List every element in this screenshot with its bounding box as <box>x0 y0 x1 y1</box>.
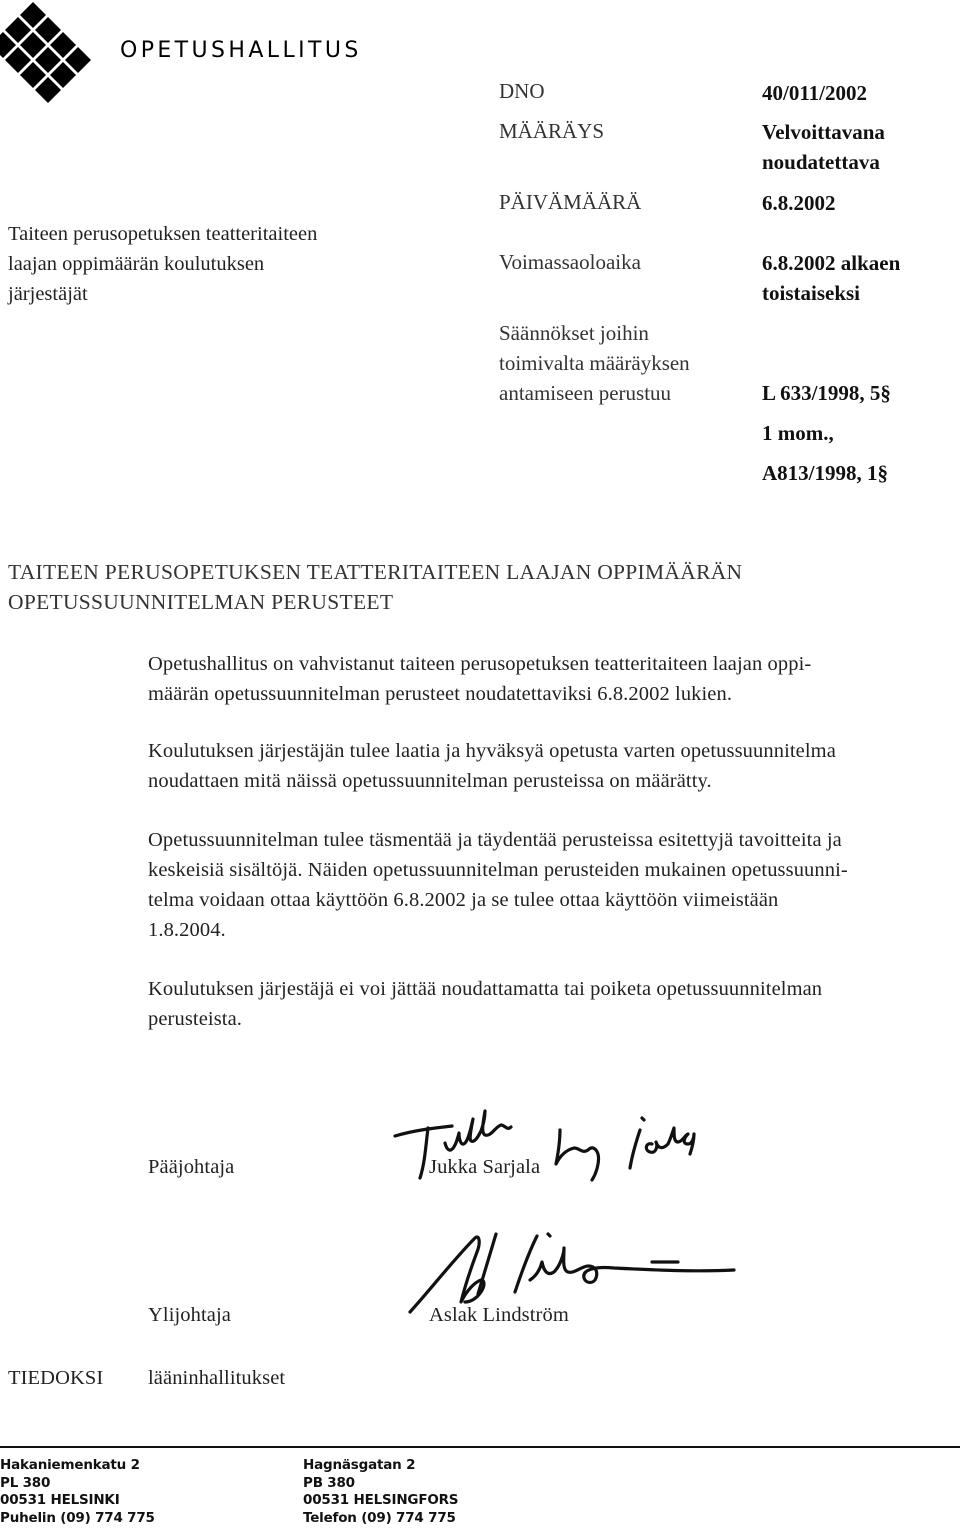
recipient-block <box>8 219 317 309</box>
signature-title-1: Pääjohtaja <box>148 1156 235 1178</box>
voimassa-label: Voimassaoloaika <box>499 250 641 274</box>
footer-divider <box>0 1446 960 1448</box>
signature-name-1: Jukka Sarjala <box>429 1156 541 1178</box>
body-line: 1.8.2004. <box>148 919 226 941</box>
footer-line: Hagnäsgatan 2 <box>303 1457 416 1473</box>
dno-label: DNO <box>499 79 545 103</box>
footer-address-sv <box>303 1457 458 1527</box>
logo-wordmark: OPETUSHALLITUS <box>120 38 362 63</box>
paivamaara-value: 6.8.2002 <box>762 191 836 215</box>
body-paragraph-2 <box>148 736 836 796</box>
body-line: perusteista. <box>148 1008 242 1030</box>
body-line: Koulutuksen järjestäjän tulee laatia ja hyväksyä opetusta varten opetussuunnitelma <box>148 740 836 762</box>
saannokset-value-1: L 633/1998, 5§ <box>762 381 891 405</box>
body-line: noudattaen mitä näissä opetussuunnitelman perusteissa on määrätty. <box>148 770 712 792</box>
signature-title-2: Ylijohtaja <box>148 1304 231 1326</box>
footer-line: Telefon (09) 774 775 <box>303 1509 456 1526</box>
footer-line: 00531 HELSINGFORS <box>303 1492 459 1508</box>
footer-line: PL 380 <box>0 1474 51 1491</box>
maarays-value <box>762 117 885 177</box>
paivamaara-label: PÄIVÄMÄÄRÄ <box>499 190 642 214</box>
body-line: keskeisiä sisältöjä. Näiden opetussuunnitelman perusteiden mukainen opetussuunni- <box>148 859 848 881</box>
body-paragraph-3 <box>148 825 848 945</box>
body-line: määrän opetussuunnitelman perusteet noudatettaviksi 6.8.2002 lukien. <box>148 683 733 705</box>
document-title <box>8 557 742 617</box>
recipient-line: järjestäjät <box>8 283 88 305</box>
tiedoksi-label: TIEDOKSI <box>8 1367 104 1389</box>
voimassa-value-line: toistaiseksi <box>762 281 861 305</box>
logo <box>0 0 115 115</box>
document-title-line: OPETUSSUUNNITELMAN PERUSTEET <box>8 590 394 614</box>
body-line: Koulutuksen järjestäjä ei voi jättää noudattamatta tai poiketa opetussuunnitelman <box>148 978 823 1000</box>
body-paragraph-4 <box>148 974 822 1034</box>
saannokset-value-2: 1 mom., <box>762 421 834 445</box>
voimassa-value-line: 6.8.2002 alkaen <box>762 251 901 275</box>
tiedoksi-value: lääninhallitukset <box>148 1367 286 1389</box>
body-paragraph-1 <box>148 649 811 709</box>
document-title-line: TAITEEN PERUSOPETUKSEN TEATTERITAITEEN LAAJAN OPPIMÄÄRÄN <box>8 560 743 584</box>
logo-diamond-icon <box>0 0 115 115</box>
voimassa-value <box>762 248 900 308</box>
maarays-label: MÄÄRÄYS <box>499 119 605 143</box>
body-line: telma voidaan ottaa käyttöön 6.8.2002 ja se tulee ottaa käyttöön viimeistään <box>148 889 779 911</box>
footer-line: PB 380 <box>303 1474 355 1491</box>
saannokset-label-line: antamiseen perustuu <box>499 381 672 405</box>
body-line: Opetussuunnitelman tulee täsmentää ja täydentää perusteissa esitettyjä tavoitteita ja <box>148 829 842 851</box>
footer-address-fi <box>0 1457 155 1527</box>
dno-value: 40/011/2002 <box>762 81 868 105</box>
maarays-value-line: noudatettava <box>762 150 880 174</box>
recipient-line: laajan oppimäärän koulutuksen <box>8 253 265 275</box>
saannokset-value-3: A813/1998, 1§ <box>762 461 888 485</box>
saannokset-label-line: toimivalta määräyksen <box>499 351 690 375</box>
footer-line: Puhelin (09) 774 775 <box>0 1509 155 1526</box>
saannokset-label-line: Säännökset joihin <box>499 321 649 345</box>
recipient-line: Taiteen perusopetuksen teatteritaiteen <box>8 223 318 245</box>
saannokset-label <box>499 318 690 408</box>
body-line: Opetushallitus on vahvistanut taiteen perusopetuksen teatteritaiteen laajan oppi- <box>148 653 812 675</box>
maarays-value-line: Velvoittavana <box>762 120 885 144</box>
footer-line: Hakaniemenkatu 2 <box>0 1457 140 1473</box>
signature-name-2: Aslak Lindström <box>429 1304 569 1326</box>
footer-line: 00531 HELSINKI <box>0 1492 120 1508</box>
